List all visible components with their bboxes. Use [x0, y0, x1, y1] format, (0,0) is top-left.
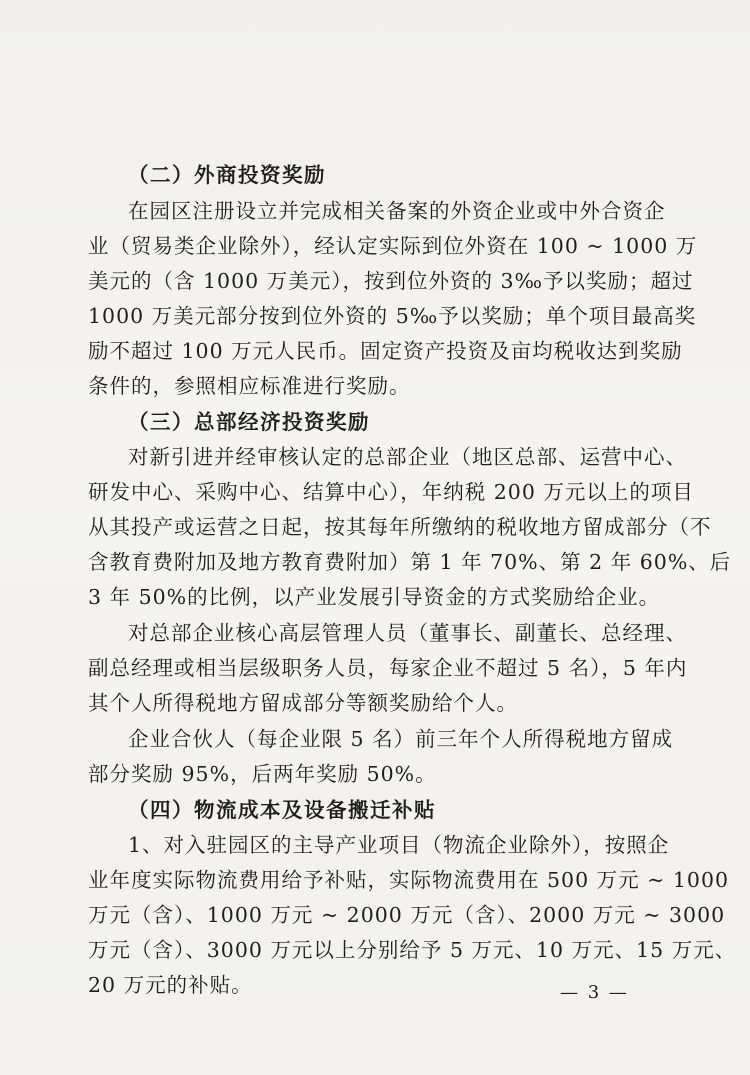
paragraph-line: 研发中心、采购中心、结算中心），年纳税 200 万元以上的项目 [88, 480, 694, 504]
paragraph-line: 含教育费附加及地方教育费附加）第 1 年 70%、第 2 年 60%、后 [88, 550, 732, 574]
paragraph-line: 万元（含）、1000 万元 ~ 2000 万元（含）、2000 万元 ~ 3000 [88, 903, 726, 927]
paragraph-line: 从其投产或运营之日起，按其每年所缴纳的税收地方留成部分（不 [88, 515, 712, 539]
paragraph-line: 其个人所得税地方留成部分等额奖励给个人。 [88, 691, 518, 715]
paragraph-line: 部分奖励 95%，后两年奖励 50%。 [88, 762, 437, 786]
paragraph-line: 在园区注册设立并完成相关备案的外资企业或中外合资企 [128, 199, 666, 223]
paragraph-line: 励不超过 100 万元人民币。固定资产投资及亩均税收达到奖励 [88, 339, 683, 363]
paragraph-line: 对新引进并经审核认定的总部企业（地区总部、运营中心、 [128, 445, 687, 469]
paragraph-line: 1、对入驻园区的主导产业项目（物流企业除外），按照企 [128, 833, 670, 857]
paragraph-line: 业（贸易类企业除外），经认定实际到位外资在 100 ~ 1000 万 [88, 234, 698, 258]
section-heading-logistics: （四）物流成本及设备搬迁补贴 [128, 798, 436, 822]
section-heading-foreign-investment: （二）外商投资奖励 [128, 163, 326, 187]
paragraph-line: 3 年 50%的比例，以产业发展引导资金的方式奖励给企业。 [88, 585, 661, 609]
paragraph-line: 20 万元的补贴。 [88, 973, 253, 997]
paragraph-line: 业年度实际物流费用给予补贴，实际物流费用在 500 万元 ~ 1000 [88, 868, 730, 892]
page-number: — 3 — [560, 982, 629, 1003]
paragraph-line: 万元（含）、3000 万元以上分别给予 5 万元、10 万元、15 万元、 [88, 938, 737, 962]
paragraph-line: 企业合伙人（每企业限 5 名）前三年个人所得税地方留成 [128, 727, 674, 751]
paragraph-line: 副总经理或相当层级职务人员，每家企业不超过 5 名），5 年内 [88, 656, 688, 680]
paragraph-line: 美元的（含 1000 万美元），按到位外资的 3‰予以奖励；超过 [88, 269, 694, 293]
section-heading-headquarters: （三）总部经济投资奖励 [128, 410, 370, 434]
paragraph-line: 1000 万美元部分按到位外资的 5‰予以奖励；单个项目最高奖 [88, 304, 697, 328]
paragraph-line: 条件的，参照相应标准进行奖励。 [88, 374, 411, 398]
paragraph-line: 对总部企业核心高层管理人员（董事长、副董长、总经理、 [128, 621, 687, 645]
